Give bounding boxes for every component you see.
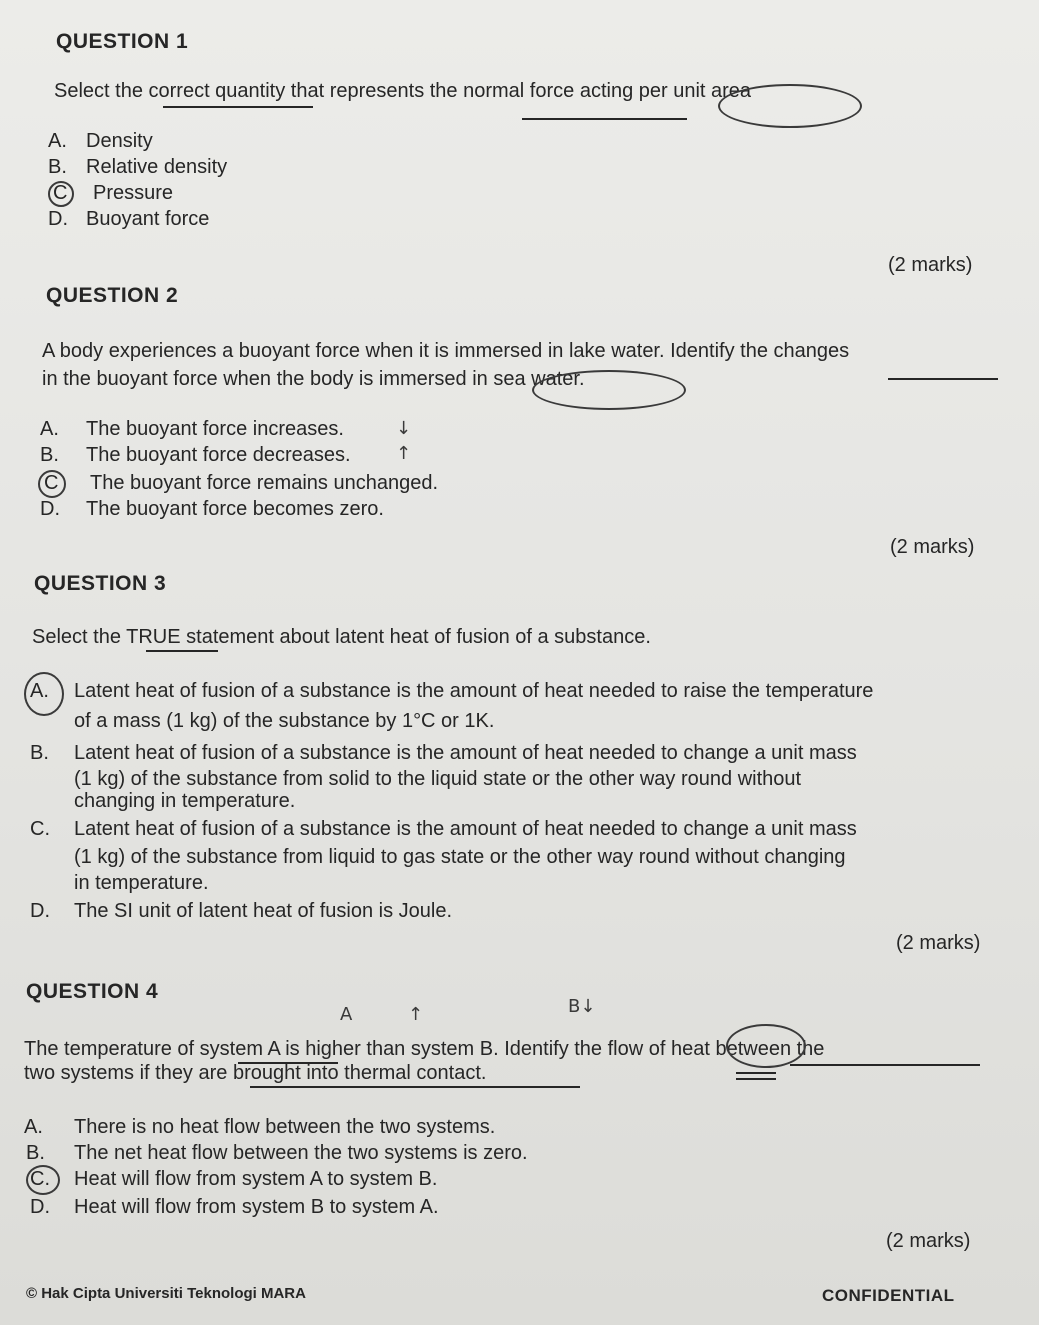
option-letter: D. [48,208,68,230]
option-text: Latent heat of fusion of a substance is the amount of heat needed to change a unit mass [74,818,857,840]
q2-option-c[interactable] [40,472,438,495]
q2-option-b[interactable] [40,444,351,467]
footer-copyright: © Hak Cipta Universiti Teknologi MARA [26,1285,306,1302]
question-4-heading: QUESTION 4 [26,980,159,1003]
underline-flow-2 [736,1078,776,1080]
circle-per-unit-area [718,84,862,128]
option-letter: B. [26,1142,45,1164]
q2-option-a[interactable] [40,418,344,441]
underline-thermal-contact [250,1086,580,1088]
q2-option-d[interactable] [40,498,384,521]
option-text: Pressure [93,182,174,204]
option-letter: A. [48,130,67,152]
handwritten-note-b: B↓ [568,996,596,1017]
q4-option-a[interactable] [24,1116,495,1139]
option-letter: C. [30,818,50,840]
q4-marks: (2 marks) [886,1230,971,1252]
option-letter: A. [30,680,49,702]
q1-marks: (2 marks) [888,254,973,276]
underline-flow-1 [736,1072,776,1074]
q1-option-b[interactable] [48,156,227,179]
handwritten-note-a: A [340,1004,353,1025]
option-letter: B. [48,156,67,178]
question-2-heading: QUESTION 2 [46,284,179,307]
q3-option-b-line3: changing in temperature. [74,790,296,812]
option-letter: D. [40,498,60,520]
option-text: There is no heat flow between the two systems. [74,1116,496,1138]
circle-answer-c [26,1165,60,1195]
option-letter: C [53,182,68,204]
option-text: The net heat flow between the two systems is zero. [74,1142,528,1164]
circle-sea-water [532,370,686,410]
q3-option-d[interactable] [30,900,452,923]
option-text: The buoyant force increases. [86,418,344,440]
underline-normal-force [522,118,687,120]
q3-option-a[interactable] [30,680,873,703]
underline-heat-between [790,1064,980,1066]
underline-system-a [238,1062,338,1064]
option-letter: A. [24,1116,43,1138]
option-text: Heat will flow from system A to system B. [74,1168,438,1190]
option-text: Buoyant force [86,208,210,230]
question-2-stem-line1: A body experiences a buoyant force when it is immersed in lake water. Identify the changes [42,340,850,362]
q3-option-c[interactable] [30,818,857,841]
question-2-stem-line2: in the buoyant force when the body is immersed in sea water. [42,368,585,390]
option-text: The buoyant force remains unchanged. [90,472,438,494]
q1-option-d[interactable] [48,208,209,231]
option-letter: B. [40,444,59,466]
circle-answer-c [48,181,74,207]
handwritten-arrow-up-icon: ↑ [408,1004,424,1025]
option-text: The SI unit of latent heat of fusion is Joule. [74,900,453,922]
footer-confidential: CONFIDENTIAL [822,1286,955,1305]
q3-option-c-line2: (1 kg) of the substance from liquid to gas state or the other way round without changing [74,846,846,868]
underline-changes [888,378,998,380]
q4-option-b[interactable] [26,1142,528,1165]
underline-correct-quantity [163,106,313,108]
option-letter: D. [30,900,50,922]
q2-marks: (2 marks) [890,536,975,558]
option-letter: B. [30,742,49,764]
question-3-stem: Select the TRUE statement about latent heat of fusion of a substance. [32,626,651,648]
option-text: Latent heat of fusion of a substance is the amount of heat needed to raise the temperature [74,680,874,702]
handwritten-arrow-up-icon: ↑ [396,443,412,464]
q4-option-d[interactable] [30,1196,439,1219]
q4-option-c[interactable] [30,1168,437,1191]
q3-option-b[interactable] [30,742,857,765]
q1-option-a[interactable] [48,130,153,153]
option-text: Latent heat of fusion of a substance is the amount of heat needed to change a unit mass [74,742,857,764]
question-3-heading: QUESTION 3 [34,572,167,595]
circle-answer-c [38,470,66,498]
circle-answer-a [24,672,64,716]
q3-option-c-line3: in temperature. [74,872,209,894]
question-4-stem-line1: The temperature of system A is higher than system B. Identify the flow of heat between the [24,1038,825,1060]
question-4-stem-line2: two systems if they are brought into thermal contact. [24,1062,487,1084]
q3-option-b-line2: (1 kg) of the substance from solid to the liquid state or the other way round without [74,768,802,790]
option-text: Heat will flow from system B to system A. [74,1196,439,1218]
option-letter: C. [30,1168,50,1190]
underline-true [146,650,218,652]
option-text: Relative density [86,156,228,178]
option-letter: D. [30,1196,50,1218]
option-text: Density [86,130,153,152]
option-letter: C [44,472,59,494]
q3-option-a-line2: of a mass (1 kg) of the substance by 1°C or 1K. [74,710,495,732]
handwritten-arrow-down-icon: ↓ [396,418,412,439]
question-1-stem: Select the correct quantity that represents the normal force acting per unit area [54,80,752,102]
option-text: The buoyant force becomes zero. [86,498,384,520]
q3-marks: (2 marks) [896,932,981,954]
option-text: The buoyant force decreases. [86,444,351,466]
circle-flow [726,1024,806,1068]
option-letter: A. [40,418,59,440]
question-1-heading: QUESTION 1 [56,30,189,53]
